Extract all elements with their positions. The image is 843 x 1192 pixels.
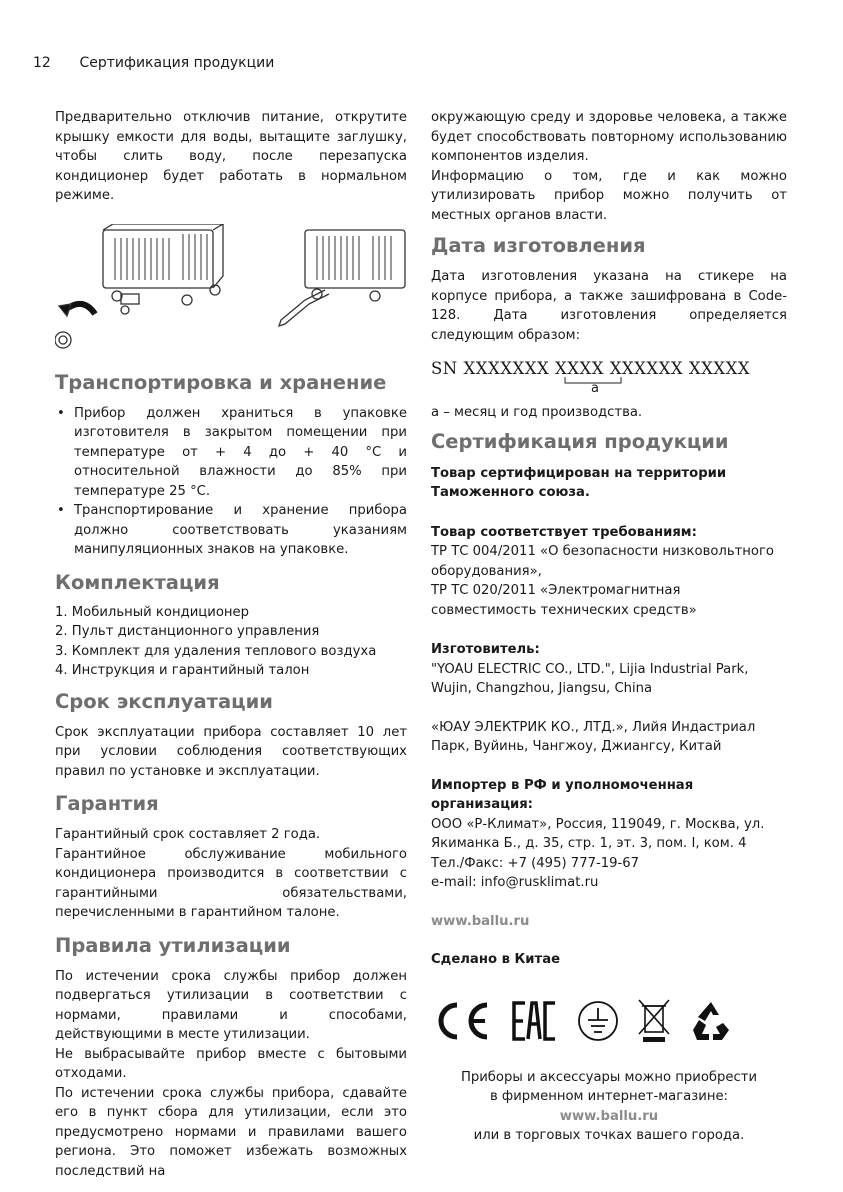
left-column (55, 108, 407, 1181)
footer-line-2: в фирменном интернет-магазине: (489, 1089, 729, 1104)
importer-phone: Тел./Факс: +7 (495) 777-19-67 (431, 855, 640, 871)
disposal-p3: По истечении срока службы прибора, сдавайте его в пункт сбора для утилизации, если это предусмотрено нормами и правилами вашего региона. Это поможет избежать возможных последствий на (55, 1085, 407, 1179)
header-section-title: Сертификация продукции (79, 55, 275, 71)
life-text: Срок эксплуатации прибора составляет 10 лет при условии соблюдения соответствующих правил по установке и эксплуатации. (55, 724, 407, 779)
weee-bin-icon (637, 998, 671, 1044)
list-item: • Транспортирование и хранение прибора должно соответствовать указаниям манипуляционных знаков на упаковке. (55, 501, 407, 560)
importer-address: ООО «Р-Климат», Россия, 119049, г. Москва, ул. Якиманка Б., д. 35, стр. 1, эт. 3, пом. I, ком. 4 (431, 816, 765, 851)
mfg-date-title: Дата изготовления (431, 234, 646, 257)
drain-illustration (55, 224, 407, 352)
disposal-continued: окружающую среду и здоровье человека, а также будет способствовать повторному использованию компонентов изделия. (431, 110, 787, 164)
list-item: 3. Комплект для удаления теплового воздуха (55, 643, 377, 659)
certification-marks (433, 998, 787, 1044)
life-title: Срок эксплуатации (55, 689, 273, 713)
disposal-title: Правила утилизации (55, 933, 291, 957)
intro-paragraph: Предварительно отключив питание, открутите крышку емкости для воды, вытащите заглушку, чтобы слить воду, после перезапуска кондиционер будет работать в нормальном режиме. (55, 110, 407, 203)
warranty-p2: Гарантийное обслуживание мобильного кондиционера производится в соответствии с гарантийными обязательствами, перечисленными в гарантийном талоне. (55, 846, 407, 920)
recycle-icon (689, 1000, 733, 1042)
made-in: Сделано в Китае (431, 952, 561, 967)
maker-label: Изготовитель: (431, 642, 540, 657)
drain-drawing-icon (55, 224, 407, 352)
certification-title: Сертификация продукции (431, 429, 729, 453)
cert-statement: Товар сертифицирован на территории Таможенного союза. (431, 465, 727, 500)
requirement-1: ТР ТС 004/2011 «О безопасности низковольтного оборудования», (431, 544, 774, 579)
footer-line-1: Приборы и аксессуары можно приобрести (460, 1069, 758, 1085)
disposal-p2: Не выбрасывайте прибор вместе с бытовыми отходами. (55, 1046, 407, 1081)
warranty-p1: Гарантийный срок составляет 2 года. (55, 827, 321, 842)
list-item: 2. Пульт дистанционного управления (55, 624, 320, 639)
mfg-date-text: Дата изготовления указана на стикере на корпусе прибора, а также зашифрована в Code-128. Дата изготовления определяется следующим образом: (431, 269, 787, 343)
requirements-label: Товар соответствует требованиям: (431, 524, 697, 540)
footer-line-3: или в торговых точках вашего города. (473, 1128, 745, 1143)
list-item: 1. Мобильный кондиционер (55, 604, 249, 620)
disposal-info: Информацию о том, где и как можно утилизировать прибор можно получить от местных органов власти. (431, 168, 787, 223)
mfg-note: а – месяц и год производства. (431, 405, 643, 420)
maker-en: "YOAU ELECTRIC CO., LTD.", Lijia Industrial Park, Wujin, Changzhou, Jiangsu, China (431, 661, 749, 696)
transport-title: Транспортировка и хранение (55, 370, 387, 394)
page-header (33, 55, 274, 71)
kit-list (55, 603, 407, 681)
right-column (431, 108, 787, 1146)
serial-mark-label: a (591, 381, 600, 396)
kit-title: Комплектация (55, 570, 220, 594)
requirement-2: ТР ТС 020/2011 «Электромагнитная совместимость технических средств» (431, 583, 697, 618)
list-item: 4. Инструкция и гарантийный талон (55, 663, 310, 678)
ce-mark-icon (433, 1001, 493, 1041)
transport-list (55, 404, 407, 560)
maker-ru: «ЮАУ ЭЛЕКТРИК КО., ЛТД.», Лийя Индастриал Парк, Вуйинь, Чангжоу, Джиангсу, Китай (431, 719, 756, 754)
ground-icon (577, 1000, 619, 1042)
page-number: 12 (33, 55, 51, 71)
list-item: • Прибор должен храниться в упаковке изготовителя в закрытом помещении при температуре от + 4 до + 40 °С и относительной влажности до 85% при температуре 25 °С. (55, 404, 407, 502)
serial-number-pattern (431, 359, 787, 401)
importer-email: e-mail: info@rusklimat.ru (431, 875, 599, 890)
website-link[interactable]: www.ballu.ru (431, 913, 530, 929)
importer-label: Импортер в РФ и уполномоченная организация: (431, 777, 694, 812)
serial-bracket-icon (431, 359, 787, 399)
eac-mark-icon (511, 1000, 559, 1042)
footer-website-link[interactable]: www.ballu.ru (559, 1108, 659, 1124)
disposal-p1: По истечении срока службы прибор должен подвергаться утилизации в соответствии с нормами, правилами и способами, действующими в месте утилизации. (55, 968, 407, 1042)
serial-number-text: SN XXXXXXX XXXX XXXXXX XXXXX (431, 359, 751, 378)
store-footer (431, 1068, 787, 1146)
warranty-title: Гарантия (55, 792, 159, 815)
